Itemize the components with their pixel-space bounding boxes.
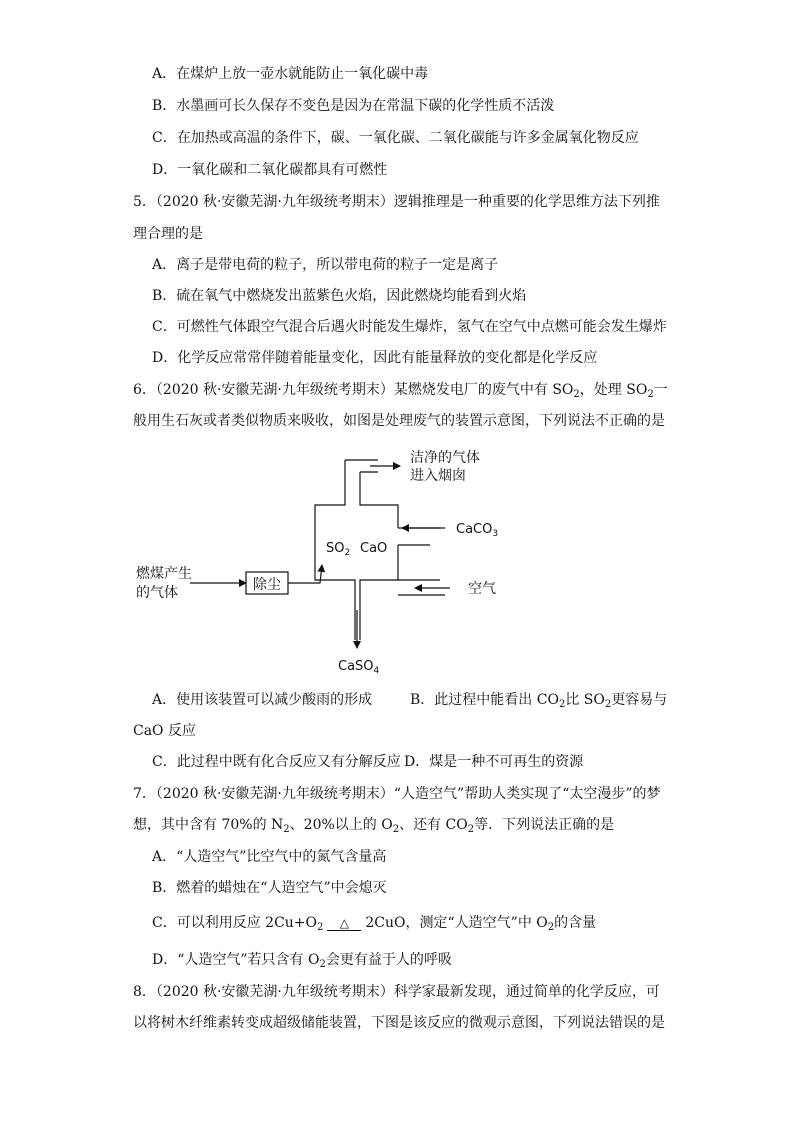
air-label: 空气 (468, 581, 496, 597)
q7-stem-line1: 7．（2020 秋·安徽芜湖·九年级统考期末）“人造空气”帮助人类实现了“太空漫步”的梦 (133, 786, 661, 802)
q4-option-c: C．在加热或高温的条件下，碳、一氧化碳、二氧化碳能与许多金属氧化物反应 (152, 130, 639, 146)
caco3-label: CaCO$_3$ (456, 522, 499, 539)
q7-stem-line2: 想，其中含有 70%的 $N_2$、20%以上的 $O_2$、还有 $CO_2$等．下列说法正确的是 (133, 817, 615, 835)
q7-option-d: D．“人造空气”若只含有 $O_2$会更有益于人的呼吸 (152, 952, 452, 970)
q6-option-a: A．使用该装置可以减少酸雨的形成 (152, 692, 373, 708)
q8-stem-line2: 以将树木纤维素转变成超级储能装置，下图是该反应的微观示意图，下列说法错误的是 (133, 1015, 665, 1031)
q7-option-c: C．可以利用反应 $2Cu+O_2$ △ 2CuO，测定“人造空气”中 $O_2$的含量 (152, 915, 597, 933)
q6-option-c: C．此过程中既有化合反应又有分解反应 (152, 754, 401, 770)
q6-option-b-line2: CaO 反应 (133, 723, 196, 739)
clean-gas-label-1: 洁净的气体 (410, 450, 480, 466)
q6-option-d: D．煤是一种不可再生的资源 (404, 754, 584, 770)
reactor-outline (315, 460, 355, 605)
q5-option-d: D．化学反应常常伴随着能量变化，因此有能量释放的变化都是化学反应 (152, 350, 598, 366)
q7-option-a: A．“人造空气”比空气中的氮气含量高 (152, 849, 387, 865)
q5-option-b: B．硫在氧气中燃烧发出蓝紫色火焰，因此燃烧均能看到火焰 (152, 288, 527, 304)
so2-label: $SO_2$ (326, 541, 351, 558)
q8-stem-line1: 8．（2020 秋·安徽芜湖·九年级统考期末）科学家最新发现，通过简单的化学反应，可 (133, 984, 660, 1000)
flue-gas-label-1: 燃煤产生 (136, 566, 192, 582)
q6-stem-line2: 般用生石灰或者类似物质来吸收，如图是处理废气的装置示意图，下列说法不正确的是 (133, 413, 665, 429)
q4-option-b: B．水墨画可长久保存不变色是因为在常温下碳的化学性质不活泼 (152, 98, 555, 114)
q7-option-b: B．燃着的蜡烛在“人造空气”中会熄灭 (152, 880, 387, 896)
q6-option-b: B．此过程中能看出 $CO_2$比 $SO_2$更容易与 (410, 692, 668, 710)
q5-stem-line2: 理合理的是 (133, 226, 203, 242)
caso4-label: CaSO$_4$ (338, 659, 380, 676)
clean-gas-label-2: 进入烟囱 (410, 468, 466, 484)
flue-gas-label-2: 的气体 (136, 585, 178, 601)
q6-stem-line1: 6．（2020 秋·安徽芜湖·九年级统考期末）某燃烧发电厂的废气中有 $SO_2$，处理 $SO_2$一 (133, 382, 668, 400)
dust-removal-label: 除尘 (253, 577, 281, 593)
q5-option-c: C．可燃性气体跟空气混合后遇火时能发生爆炸，氢气在空气中点燃可能会发生爆炸 (152, 319, 667, 335)
q5-option-a: A．离子是带电荷的粒子，所以带电荷的粒子一定是离子 (152, 257, 499, 273)
q4-option-d: D．一氧化碳和二氧化碳都具有可燃性 (152, 162, 388, 178)
cao-label: CaO (360, 541, 388, 556)
q5-stem-line1: 5．（2020 秋·安徽芜湖·九年级统考期末）逻辑推理是一种重要的化学思维方法下列推 (133, 194, 660, 210)
waste-gas-treatment-diagram (130, 440, 530, 680)
q4-option-a: A．在煤炉上放一壶水就能防止一氧化碳中毒 (152, 66, 429, 82)
heating-condition: △ (327, 916, 361, 931)
